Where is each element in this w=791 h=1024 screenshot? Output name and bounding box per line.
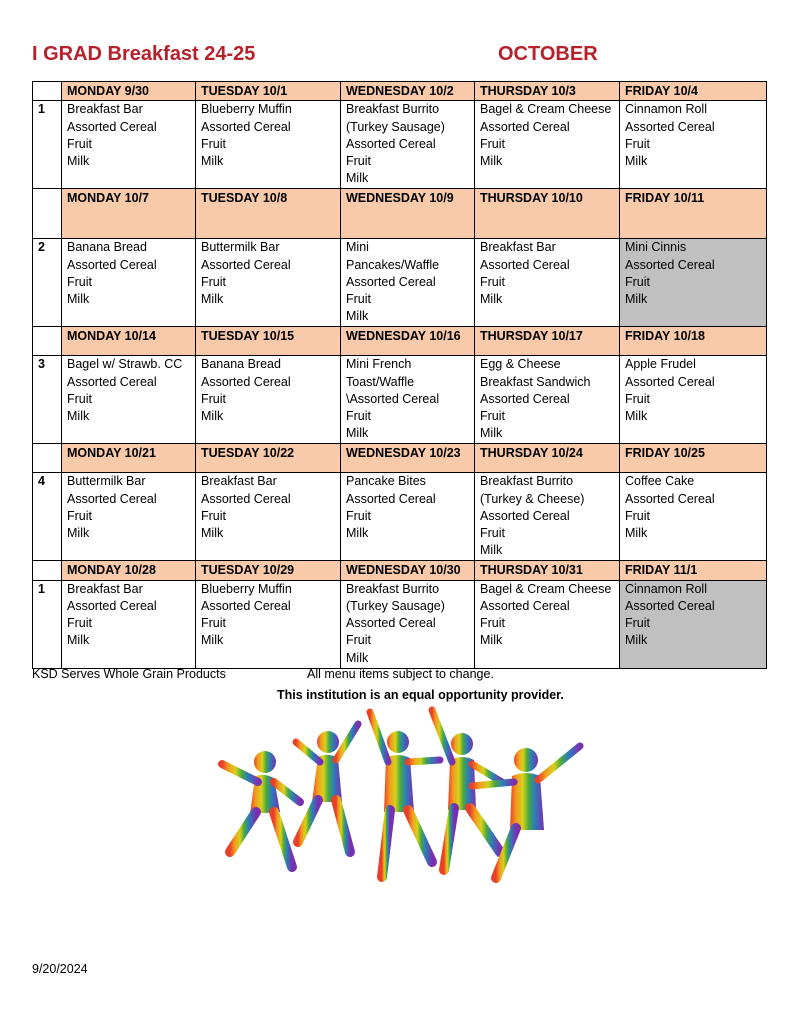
menu-item: Assorted Cereal <box>67 257 157 272</box>
equal-opportunity-statement: This institution is an equal opportunity provider. <box>277 688 564 702</box>
menu-item: Fruit <box>625 136 650 151</box>
week-number: 2 <box>33 239 62 327</box>
jumping-kids-illustration <box>200 702 600 898</box>
day-header: FRIDAY 10/4 <box>620 82 767 101</box>
week-header-spacer <box>33 189 62 239</box>
day-menu <box>475 239 620 327</box>
day-menu <box>620 473 767 561</box>
week-number: 3 <box>33 356 62 444</box>
menu-item: Banana Bread <box>201 357 281 372</box>
revision-date: 9/20/2024 <box>32 962 88 976</box>
menu-item: Milk <box>201 292 224 307</box>
menu-item: Fruit <box>480 526 505 541</box>
menu-item: Blueberry Muffin <box>201 102 292 117</box>
jumping-figure <box>472 746 580 888</box>
week-header-row <box>33 327 767 356</box>
menu-item: Milk <box>346 526 369 541</box>
menu-item: Fruit <box>67 391 92 406</box>
menu-item: Bagel w/ Strawb. CC <box>67 357 183 372</box>
menu-item: Apple Frudel <box>625 357 696 372</box>
week-header-row <box>33 82 767 101</box>
menu-title: I GRAD Breakfast 24-25 <box>32 43 256 65</box>
day-header: TUESDAY 10/22 <box>196 444 341 473</box>
menu-item: Pancakes/Waffle <box>346 257 440 272</box>
week-items-row <box>33 101 767 189</box>
week-items-row <box>33 580 767 668</box>
menu-item: Milk <box>346 171 369 186</box>
jumping-figure <box>370 712 440 877</box>
menu-item: (Turkey Sausage) <box>346 598 445 613</box>
day-menu <box>196 101 341 189</box>
day-menu <box>341 101 475 189</box>
week-header-spacer <box>33 327 62 356</box>
day-header: FRIDAY 10/25 <box>620 444 767 473</box>
menu-item: Assorted Cereal <box>625 257 715 272</box>
menu-item: Breakfast Burrito <box>480 474 574 489</box>
menu-item: Assorted Cereal <box>201 598 291 613</box>
menu-item: Breakfast Bar <box>67 102 143 117</box>
menu-item: Cinnamon Roll <box>625 581 707 596</box>
day-menu <box>620 356 767 444</box>
day-header: MONDAY 9/30 <box>62 82 196 101</box>
day-menu <box>475 473 620 561</box>
menu-item: Milk <box>625 154 648 169</box>
menu-item: Pancake Bites <box>346 474 426 489</box>
menu-item: Assorted Cereal <box>625 491 715 506</box>
subject-to-change-note: All menu items subject to change. <box>307 667 494 681</box>
week-number: 1 <box>33 101 62 189</box>
day-header: WEDNESDAY 10/9 <box>341 189 475 239</box>
week-items-row <box>33 473 767 561</box>
week-header-spacer <box>33 561 62 580</box>
menu-item: Milk <box>201 633 224 648</box>
menu-item: Assorted Cereal <box>67 598 157 613</box>
menu-item: Assorted Cereal <box>67 491 157 506</box>
menu-item: Assorted Cereal <box>625 119 715 134</box>
menu-item: Blueberry Muffin <box>201 581 292 596</box>
day-header: TUESDAY 10/15 <box>196 327 341 356</box>
menu-item: Assorted Cereal <box>201 119 291 134</box>
jumping-figure <box>296 724 358 852</box>
menu-item: Milk <box>480 154 503 169</box>
menu-item: Milk <box>625 292 648 307</box>
day-header: TUESDAY 10/29 <box>196 561 341 580</box>
menu-item: Assorted Cereal <box>67 374 157 389</box>
menu-item: Fruit <box>625 391 650 406</box>
menu-item: Milk <box>67 526 90 541</box>
menu-item: Breakfast Bar <box>480 240 556 255</box>
menu-item: Assorted Cereal <box>480 391 570 406</box>
day-menu <box>475 101 620 189</box>
menu-item: \Assorted Cereal <box>346 391 440 406</box>
menu-item: Buttermilk Bar <box>201 240 280 255</box>
menu-item: Fruit <box>67 136 92 151</box>
day-menu <box>62 473 196 561</box>
menu-item: Fruit <box>346 508 371 523</box>
menu-item: Milk <box>625 409 648 424</box>
menu-item: Milk <box>67 292 90 307</box>
menu-item: Fruit <box>67 274 92 289</box>
day-menu <box>196 580 341 668</box>
week-number: 4 <box>33 473 62 561</box>
menu-item: Milk <box>480 633 503 648</box>
menu-item: Milk <box>67 633 90 648</box>
menu-item: Assorted Cereal <box>480 598 570 613</box>
menu-item: Assorted Cereal <box>625 598 715 613</box>
week-header-row <box>33 561 767 580</box>
day-header: MONDAY 10/28 <box>62 561 196 580</box>
day-header: MONDAY 10/21 <box>62 444 196 473</box>
menu-item: Fruit <box>201 616 226 631</box>
jumping-figure <box>432 710 502 870</box>
menu-item: Assorted Cereal <box>346 274 436 289</box>
menu-item: Fruit <box>480 409 505 424</box>
menu-item: Fruit <box>346 633 371 648</box>
day-menu <box>196 473 341 561</box>
menu-item: Fruit <box>201 508 226 523</box>
menu-item: Milk <box>480 292 503 307</box>
day-header: TUESDAY 10/1 <box>196 82 341 101</box>
week-header-row <box>33 444 767 473</box>
menu-item: Breakfast Sandwich <box>480 374 591 389</box>
day-header: MONDAY 10/7 <box>62 189 196 239</box>
day-menu <box>62 239 196 327</box>
day-menu <box>620 580 767 668</box>
week-items-row <box>33 239 767 327</box>
menu-item: Bagel & Cream Cheese <box>480 102 612 117</box>
menu-item: Assorted Cereal <box>480 257 570 272</box>
menu-item: Breakfast Burrito <box>346 102 440 117</box>
menu-item: Fruit <box>480 616 505 631</box>
menu-item: Fruit <box>201 136 226 151</box>
day-menu <box>341 580 475 668</box>
menu-table <box>32 81 767 669</box>
menu-item: Milk <box>346 650 369 665</box>
menu-item: Assorted Cereal <box>201 257 291 272</box>
day-menu <box>196 239 341 327</box>
menu-item: Mini <box>346 240 369 255</box>
menu-item: Fruit <box>625 274 650 289</box>
week-header-row <box>33 189 767 239</box>
day-header: WEDNESDAY 10/2 <box>341 82 475 101</box>
menu-item: Assorted Cereal <box>480 508 570 523</box>
day-menu <box>341 356 475 444</box>
day-menu <box>62 356 196 444</box>
menu-item: Cinnamon Roll <box>625 102 707 117</box>
menu-item: Milk <box>201 409 224 424</box>
menu-item: Fruit <box>480 136 505 151</box>
week-items-row <box>33 356 767 444</box>
day-header: FRIDAY 10/11 <box>620 189 767 239</box>
menu-item: Fruit <box>625 508 650 523</box>
day-menu <box>62 101 196 189</box>
menu-item: Coffee Cake <box>625 474 695 489</box>
day-header: FRIDAY 11/1 <box>620 561 767 580</box>
day-menu <box>620 239 767 327</box>
menu-item: Assorted Cereal <box>625 374 715 389</box>
whole-grain-note: KSD Serves Whole Grain Products <box>32 667 226 681</box>
menu-item: Milk <box>480 426 503 441</box>
menu-item: Assorted Cereal <box>201 374 291 389</box>
day-menu <box>196 356 341 444</box>
menu-item: Mini Cinnis <box>625 240 687 255</box>
jumping-figure <box>222 751 300 867</box>
week-header-spacer <box>33 444 62 473</box>
day-header: TUESDAY 10/8 <box>196 189 341 239</box>
menu-item: Fruit <box>201 274 226 289</box>
menu-item: Assorted Cereal <box>346 616 436 631</box>
menu-item: Toast/Waffle <box>346 374 415 389</box>
menu-item: Milk <box>480 543 503 558</box>
day-header: MONDAY 10/14 <box>62 327 196 356</box>
menu-item: Milk <box>346 309 369 324</box>
menu-item: Fruit <box>346 154 371 169</box>
menu-item: Bagel & Cream Cheese <box>480 581 612 596</box>
day-header: THURSDAY 10/24 <box>475 444 620 473</box>
menu-item: Banana Bread <box>67 240 147 255</box>
day-menu <box>475 356 620 444</box>
day-header: FRIDAY 10/18 <box>620 327 767 356</box>
day-menu <box>620 101 767 189</box>
day-menu <box>475 580 620 668</box>
menu-item: Fruit <box>625 616 650 631</box>
menu-item: Breakfast Burrito <box>346 581 440 596</box>
menu-item: Fruit <box>346 409 371 424</box>
day-menu <box>62 580 196 668</box>
menu-item: Assorted Cereal <box>346 136 436 151</box>
month-label: OCTOBER <box>498 43 598 65</box>
menu-item: Milk <box>67 409 90 424</box>
day-header: THURSDAY 10/17 <box>475 327 620 356</box>
menu-item: Fruit <box>67 508 92 523</box>
day-header: THURSDAY 10/3 <box>475 82 620 101</box>
menu-item: Egg & Cheese <box>480 357 561 372</box>
menu-item: Milk <box>625 526 648 541</box>
week-header-spacer <box>33 82 62 101</box>
day-header: WEDNESDAY 10/23 <box>341 444 475 473</box>
menu-item: Assorted Cereal <box>346 491 436 506</box>
menu-item: (Turkey Sausage) <box>346 119 445 134</box>
menu-item: Assorted Cereal <box>201 491 291 506</box>
menu-item: (Turkey & Cheese) <box>480 491 585 506</box>
menu-item: Fruit <box>201 391 226 406</box>
day-menu <box>341 239 475 327</box>
menu-item: Fruit <box>67 616 92 631</box>
week-number: 1 <box>33 580 62 668</box>
menu-item: Assorted Cereal <box>480 119 570 134</box>
menu-item: Breakfast Bar <box>67 581 143 596</box>
menu-item: Mini French <box>346 357 412 372</box>
menu-item: Breakfast Bar <box>201 474 277 489</box>
day-header: WEDNESDAY 10/16 <box>341 327 475 356</box>
menu-item: Milk <box>201 154 224 169</box>
day-menu <box>341 473 475 561</box>
menu-item: Buttermilk Bar <box>67 474 146 489</box>
menu-item: Fruit <box>480 274 505 289</box>
menu-item: Assorted Cereal <box>67 119 157 134</box>
day-header: THURSDAY 10/31 <box>475 561 620 580</box>
menu-item: Milk <box>346 426 369 441</box>
menu-item: Fruit <box>346 292 371 307</box>
day-header: THURSDAY 10/10 <box>475 189 620 239</box>
menu-item: Milk <box>625 633 648 648</box>
menu-item: Milk <box>67 154 90 169</box>
menu-item: Milk <box>201 526 224 541</box>
day-header: WEDNESDAY 10/30 <box>341 561 475 580</box>
